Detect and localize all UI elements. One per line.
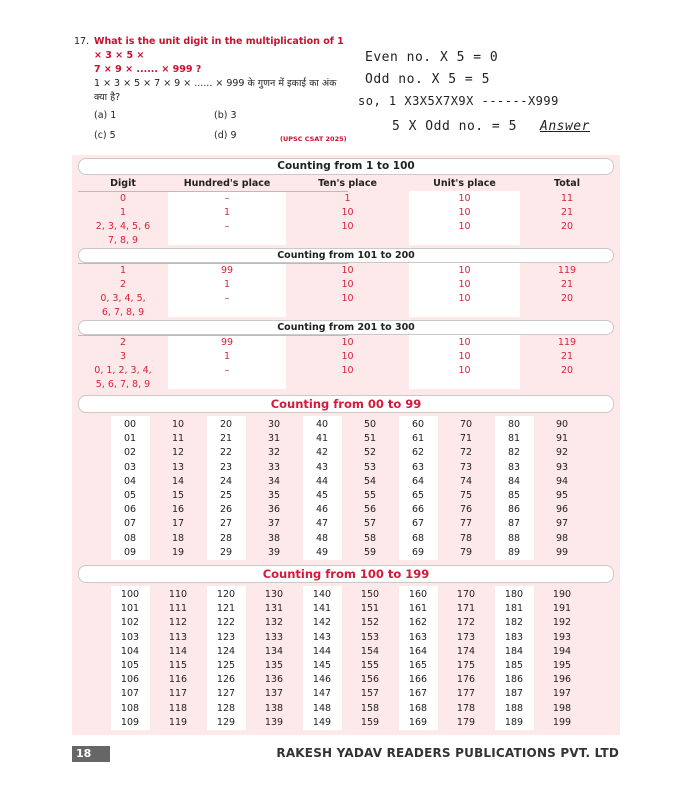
grid-cell: 119 bbox=[168, 716, 188, 728]
note-line3: so, 1 X3X5X7X9X ------X999 bbox=[358, 94, 559, 108]
grid-cell: 34 bbox=[267, 475, 281, 487]
header-digit: Digit bbox=[110, 178, 136, 189]
header-hundreds: Hundred's place bbox=[183, 178, 271, 189]
note-line1: Even no. X 5 = 0 bbox=[365, 50, 499, 65]
table-row: 6, 7, 8, 9 bbox=[101, 307, 145, 318]
publisher-name: RAKESH YADAV READERS PUBLICATIONS PVT. LTD bbox=[276, 746, 619, 760]
option-b: (b) 3 bbox=[214, 110, 237, 121]
grid-cell: 13 bbox=[171, 461, 185, 473]
section2-title: Counting from 101 to 200 bbox=[78, 248, 614, 263]
grid-cell: 05 bbox=[123, 490, 137, 502]
grid-cell: 166 bbox=[408, 674, 428, 686]
grid-cell: 147 bbox=[312, 688, 332, 700]
grid-cell: 32 bbox=[267, 447, 281, 459]
note-answer: Answer bbox=[540, 119, 590, 134]
grid-cell: 137 bbox=[264, 688, 284, 700]
grid-cell: 113 bbox=[168, 631, 188, 643]
grid-cell: 182 bbox=[504, 617, 524, 629]
question-source: (UPSC CSAT 2025) bbox=[280, 135, 347, 143]
grid-cell: 101 bbox=[120, 603, 140, 615]
grid-cell: 71 bbox=[459, 433, 473, 445]
grid-cell: 197 bbox=[552, 688, 572, 700]
grid-cell: 14 bbox=[171, 475, 185, 487]
grid-cell: 183 bbox=[504, 631, 524, 643]
grid-cell: 145 bbox=[312, 660, 332, 672]
question-hindi-line1: 1 × 3 × 5 × 7 × 9 × ...... × 999 के गुणन में इकाई का अंक bbox=[94, 78, 337, 89]
grid-cell: 57 bbox=[363, 518, 377, 530]
grid-cell: 58 bbox=[363, 532, 377, 544]
grid-cell: 02 bbox=[123, 447, 137, 459]
grid-cell: 141 bbox=[312, 603, 332, 615]
grid-cell: 75 bbox=[459, 490, 473, 502]
grid-cell: 99 bbox=[555, 546, 569, 558]
table-row: 1 99 10 10 119 bbox=[119, 265, 577, 276]
grid-cell: 139 bbox=[264, 716, 284, 728]
question-english-line1: What is the unit digit in the multiplication of 1 × 3 × 5 × bbox=[94, 36, 344, 61]
grid-cell: 126 bbox=[216, 674, 236, 686]
grid-cell: 19 bbox=[171, 546, 185, 558]
grid-cell: 109 bbox=[120, 716, 140, 728]
header-total: Total bbox=[554, 178, 580, 189]
grid-cell: 29 bbox=[219, 546, 233, 558]
grid-cell: 190 bbox=[552, 589, 572, 600]
grid2-numbers bbox=[106, 588, 586, 730]
grid-cell: 43 bbox=[315, 461, 329, 473]
note-line2: Odd no. X 5 = 5 bbox=[365, 72, 490, 87]
option-d: (d) 9 bbox=[214, 130, 237, 141]
grid-cell: 184 bbox=[504, 645, 524, 657]
grid-cell: 102 bbox=[120, 617, 140, 629]
grid-cell: 134 bbox=[264, 645, 284, 657]
grid-cell: 135 bbox=[264, 660, 284, 672]
grid-cell: 64 bbox=[411, 475, 425, 487]
grid-cell: 00 bbox=[123, 419, 137, 430]
grid-cell: 93 bbox=[555, 461, 569, 473]
grid-cell: 146 bbox=[312, 674, 332, 686]
grid-cell: 82 bbox=[507, 447, 521, 459]
grid-cell: 38 bbox=[267, 532, 281, 544]
table-row: 3 1 10 10 21 bbox=[119, 351, 574, 362]
question-block bbox=[76, 35, 351, 143]
grid-cell: 167 bbox=[408, 688, 428, 700]
grid-cell: 92 bbox=[555, 447, 569, 459]
grid-cell: 60 bbox=[411, 419, 425, 430]
grid-cell: 189 bbox=[504, 716, 524, 728]
grid-cell: 185 bbox=[504, 660, 524, 672]
grid-cell: 20 bbox=[219, 419, 233, 430]
grid-cell: 125 bbox=[216, 660, 236, 672]
grid-cell: 85 bbox=[507, 490, 521, 502]
grid-cell: 198 bbox=[552, 702, 572, 714]
grid-cell: 138 bbox=[264, 702, 284, 714]
grid-cell: 49 bbox=[315, 546, 329, 558]
grid-cell: 174 bbox=[456, 645, 476, 657]
grid-cell: 33 bbox=[267, 461, 281, 473]
grid-cell: 98 bbox=[555, 532, 569, 544]
grid-cell: 143 bbox=[312, 631, 332, 643]
question-english-line2: 7 × 9 × ...... × 999 ? bbox=[94, 64, 202, 75]
grid-cell: 103 bbox=[120, 631, 140, 643]
grid-cell: 30 bbox=[267, 419, 281, 430]
grid-cell: 15 bbox=[171, 490, 185, 502]
grid-cell: 172 bbox=[456, 617, 476, 629]
grid-cell: 175 bbox=[456, 660, 476, 672]
grid-cell: 06 bbox=[123, 504, 137, 516]
grid-cell: 80 bbox=[507, 419, 521, 430]
grid-cell: 195 bbox=[552, 660, 572, 672]
grid-cell: 199 bbox=[552, 716, 572, 728]
grid-cell: 04 bbox=[123, 475, 137, 487]
grid-cell: 47 bbox=[315, 518, 329, 530]
grid-cell: 173 bbox=[456, 631, 476, 643]
grid-cell: 76 bbox=[459, 504, 473, 516]
grid-cell: 03 bbox=[123, 461, 137, 473]
grid-cell: 53 bbox=[363, 461, 377, 473]
question-number: 17. bbox=[74, 36, 90, 47]
grid-cell: 192 bbox=[552, 617, 572, 629]
grid-cell: 196 bbox=[552, 674, 572, 686]
grid-cell: 171 bbox=[456, 603, 476, 615]
grid-cell: 01 bbox=[123, 433, 137, 445]
grid-cell: 131 bbox=[264, 603, 284, 615]
grid-cell: 46 bbox=[315, 504, 329, 516]
question-hindi-line2: क्या है? bbox=[94, 92, 121, 103]
grid-cell: 133 bbox=[264, 631, 284, 643]
grid-cell: 81 bbox=[507, 433, 521, 445]
table-row: 7, 8, 9 bbox=[107, 235, 139, 246]
grid-cell: 153 bbox=[360, 631, 380, 643]
grid-cell: 51 bbox=[363, 433, 377, 445]
grid-cell: 74 bbox=[459, 475, 473, 487]
grid-cell: 158 bbox=[360, 702, 380, 714]
grid-cell: 39 bbox=[267, 546, 281, 558]
grid-cell: 178 bbox=[456, 702, 476, 714]
grid-cell: 91 bbox=[555, 433, 569, 445]
grid-cell: 115 bbox=[168, 660, 188, 672]
grid-cell: 186 bbox=[504, 674, 524, 686]
grid-cell: 54 bbox=[363, 475, 377, 487]
grid-cell: 117 bbox=[168, 688, 188, 700]
grid-cell: 31 bbox=[267, 433, 281, 445]
grid-cell: 97 bbox=[555, 518, 569, 530]
grid-cell: 11 bbox=[171, 433, 185, 445]
grid-cell: 129 bbox=[216, 716, 236, 728]
grid-cell: 89 bbox=[507, 546, 521, 558]
grid-cell: 108 bbox=[120, 702, 140, 714]
grid-cell: 88 bbox=[507, 532, 521, 544]
grid-cell: 114 bbox=[168, 645, 188, 657]
grid-cell: 77 bbox=[459, 518, 473, 530]
grid-cell: 90 bbox=[555, 419, 569, 430]
grid-cell: 69 bbox=[411, 546, 425, 558]
grid-cell: 17 bbox=[171, 518, 185, 530]
grid-cell: 84 bbox=[507, 475, 521, 487]
table-row: 0, 1, 2, 3, 4, – 10 10 20 bbox=[94, 365, 574, 376]
grid-cell: 50 bbox=[363, 419, 377, 430]
grid-cell: 52 bbox=[363, 447, 377, 459]
grid-cell: 193 bbox=[552, 631, 572, 643]
grid-cell: 42 bbox=[315, 447, 329, 459]
grid-cell: 35 bbox=[267, 490, 281, 502]
grid-cell: 164 bbox=[408, 645, 428, 657]
grid-cell: 94 bbox=[555, 475, 569, 487]
grid2-title: Counting from 100 to 199 bbox=[78, 565, 614, 583]
grid-cell: 132 bbox=[264, 617, 284, 629]
grid-cell: 187 bbox=[504, 688, 524, 700]
grid-cell: 83 bbox=[507, 461, 521, 473]
grid-cell: 128 bbox=[216, 702, 236, 714]
grid-cell: 105 bbox=[120, 660, 140, 672]
grid-cell: 73 bbox=[459, 461, 473, 473]
grid-cell: 23 bbox=[219, 461, 233, 473]
grid-cell: 63 bbox=[411, 461, 425, 473]
grid-cell: 25 bbox=[219, 490, 233, 502]
grid-cell: 162 bbox=[408, 617, 428, 629]
section3-title: Counting from 201 to 300 bbox=[78, 320, 614, 335]
grid-cell: 154 bbox=[360, 645, 380, 657]
grid-cell: 159 bbox=[360, 716, 380, 728]
grid-cell: 36 bbox=[267, 504, 281, 516]
table-row: 5, 6, 7, 8, 9 bbox=[95, 379, 151, 390]
grid-cell: 149 bbox=[312, 716, 332, 728]
grid-cell: 112 bbox=[168, 617, 188, 629]
grid-cell: 21 bbox=[219, 433, 233, 445]
grid-cell: 142 bbox=[312, 617, 332, 629]
option-a: (a) 1 bbox=[94, 110, 117, 121]
grid-cell: 62 bbox=[411, 447, 425, 459]
section1-title: Counting from 1 to 100 bbox=[78, 158, 614, 175]
grid-cell: 155 bbox=[360, 660, 380, 672]
grid-cell: 179 bbox=[456, 716, 476, 728]
grid-cell: 86 bbox=[507, 504, 521, 516]
grid-cell: 151 bbox=[360, 603, 380, 615]
grid-cell: 118 bbox=[168, 702, 188, 714]
grid-cell: 07 bbox=[123, 518, 137, 530]
grid-cell: 188 bbox=[504, 702, 524, 714]
grid-cell: 18 bbox=[171, 532, 185, 544]
grid-cell: 48 bbox=[315, 532, 329, 544]
grid-cell: 191 bbox=[552, 603, 572, 615]
grid-cell: 37 bbox=[267, 518, 281, 530]
counting-panel bbox=[72, 155, 620, 735]
table-row: 0 – 1 10 11 bbox=[119, 193, 574, 204]
grid-cell: 168 bbox=[408, 702, 428, 714]
page-number: 18 bbox=[72, 746, 110, 762]
grid-cell: 87 bbox=[507, 518, 521, 530]
grid-cell: 27 bbox=[219, 518, 233, 530]
table-row: 1 1 10 10 21 bbox=[119, 207, 574, 218]
grid-cell: 160 bbox=[408, 589, 428, 600]
grid-cell: 65 bbox=[411, 490, 425, 502]
grid-cell: 124 bbox=[216, 645, 236, 657]
grid-cell: 55 bbox=[363, 490, 377, 502]
grid-cell: 45 bbox=[315, 490, 329, 502]
grid-cell: 12 bbox=[171, 447, 185, 459]
grid-cell: 24 bbox=[219, 475, 233, 487]
grid-cell: 41 bbox=[315, 433, 329, 445]
grid-cell: 170 bbox=[456, 589, 476, 600]
grid-cell: 169 bbox=[408, 716, 428, 728]
option-c: (c) 5 bbox=[94, 130, 116, 141]
grid-cell: 72 bbox=[459, 447, 473, 459]
grid-cell: 161 bbox=[408, 603, 428, 615]
grid-cell: 28 bbox=[219, 532, 233, 544]
note-line4: 5 X Odd no. = 5 bbox=[392, 119, 517, 134]
table-row: 2 99 10 10 119 bbox=[119, 337, 577, 348]
grid-cell: 22 bbox=[219, 447, 233, 459]
grid-cell: 61 bbox=[411, 433, 425, 445]
grid-cell: 79 bbox=[459, 546, 473, 558]
grid-cell: 40 bbox=[315, 419, 329, 430]
grid-cell: 123 bbox=[216, 631, 236, 643]
grid-cell: 95 bbox=[555, 490, 569, 502]
header-tens: Ten's place bbox=[318, 178, 377, 189]
grid-cell: 09 bbox=[123, 546, 137, 558]
grid-cell: 176 bbox=[456, 674, 476, 686]
grid-cell: 144 bbox=[312, 645, 332, 657]
grid-cell: 110 bbox=[168, 589, 188, 600]
grid-cell: 121 bbox=[216, 603, 236, 615]
grid-cell: 150 bbox=[360, 589, 380, 600]
grid-cell: 67 bbox=[411, 518, 425, 530]
header-units: Unit's place bbox=[433, 178, 496, 189]
grid-cell: 120 bbox=[216, 589, 236, 600]
grid-cell: 16 bbox=[171, 504, 185, 516]
grid-cell: 70 bbox=[459, 419, 473, 430]
grid-cell: 148 bbox=[312, 702, 332, 714]
grid-cell: 66 bbox=[411, 504, 425, 516]
grid-cell: 100 bbox=[120, 589, 140, 600]
grid-cell: 122 bbox=[216, 617, 236, 629]
grid-cell: 56 bbox=[363, 504, 377, 516]
grid-cell: 181 bbox=[504, 603, 524, 615]
table-row: 2 1 10 10 21 bbox=[119, 279, 574, 290]
grid-cell: 116 bbox=[168, 674, 188, 686]
grid1-numbers bbox=[106, 418, 586, 560]
grid1-title: Counting from 00 to 99 bbox=[78, 395, 614, 413]
grid-cell: 152 bbox=[360, 617, 380, 629]
grid-cell: 163 bbox=[408, 631, 428, 643]
grid-cell: 127 bbox=[216, 688, 236, 700]
table-row: 0, 3, 4, 5, – 10 10 20 bbox=[100, 293, 574, 304]
section1-header-row bbox=[78, 178, 614, 189]
grid-cell: 96 bbox=[555, 504, 569, 516]
table-row: 2, 3, 4, 5, 6 – 10 10 20 bbox=[95, 221, 574, 232]
grid-cell: 104 bbox=[120, 645, 140, 657]
grid-cell: 59 bbox=[363, 546, 377, 558]
grid-cell: 106 bbox=[120, 674, 140, 686]
grid-cell: 136 bbox=[264, 674, 284, 686]
grid-cell: 194 bbox=[552, 645, 572, 657]
grid-cell: 44 bbox=[315, 475, 329, 487]
grid-cell: 140 bbox=[312, 589, 332, 600]
grid-cell: 165 bbox=[408, 660, 428, 672]
grid-cell: 177 bbox=[456, 688, 476, 700]
grid-cell: 180 bbox=[504, 589, 524, 600]
grid-cell: 107 bbox=[120, 688, 140, 700]
grid-cell: 78 bbox=[459, 532, 473, 544]
grid-cell: 10 bbox=[171, 419, 185, 430]
grid-cell: 111 bbox=[168, 603, 188, 615]
grid-cell: 156 bbox=[360, 674, 380, 686]
grid-cell: 157 bbox=[360, 688, 380, 700]
grid-cell: 26 bbox=[219, 504, 233, 516]
grid-cell: 08 bbox=[123, 532, 137, 544]
grid-cell: 130 bbox=[264, 589, 284, 600]
grid-cell: 68 bbox=[411, 532, 425, 544]
